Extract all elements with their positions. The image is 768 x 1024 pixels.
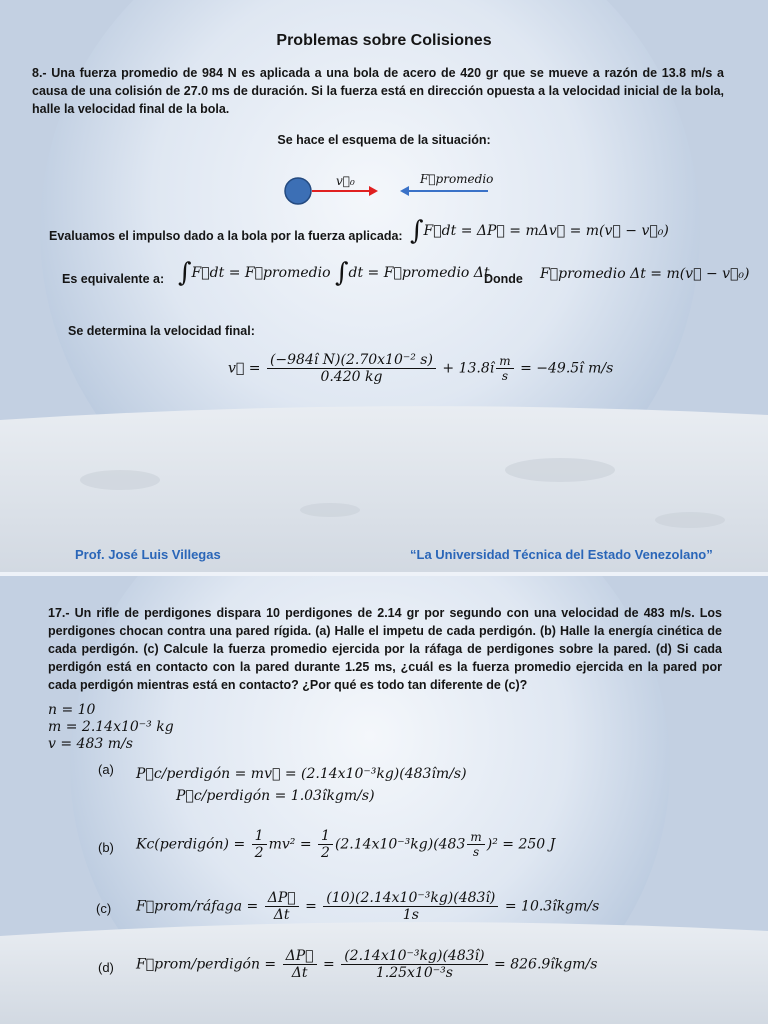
steel-ball xyxy=(285,178,311,204)
part-a-equation-1: P⃗c/perdigón = mv⃗ = (2.14x10⁻³kg)(483îm/s) xyxy=(136,766,467,782)
part-d-equation: F⃗prom/perdigón = $\frac{\Delta P⃗}{\Delta t}$ = $\frac{\text{(2.14x10⁻³kg)(483î)}}{\text{1.25x10⁻³s}}$ = 826.9îkgm/s xyxy=(136,948,598,981)
part-c-label: (c) xyxy=(96,901,112,916)
impulse-equation: ∫F⃗dt = ΔP⃗ = mΔv⃗ = m(v⃗ − v⃗₀) xyxy=(410,216,669,246)
given-m: m = 2.14x10⁻³ kg xyxy=(48,719,174,735)
schema-label: Se hace el esquema de la situación: xyxy=(277,133,491,147)
given-n: n = 10 xyxy=(48,702,96,718)
part-d-label: (d) xyxy=(98,960,114,975)
part-a-equation-2: P⃗c/perdigón = 1.03îkgm/s) xyxy=(176,788,375,804)
equivalent-equation: ∫F⃗dt = F⃗promedio ∫dt = F⃗promedio Δt xyxy=(178,258,490,288)
given-v: v = 483 m/s xyxy=(48,736,133,752)
footer-author: Prof. José Luis Villegas xyxy=(75,547,221,562)
f-promedio-label: F⃗promedio xyxy=(420,172,494,186)
equivalent-label: Es equivalente a: xyxy=(62,272,165,286)
donde-equation: F⃗promedio Δt = m(v⃗ − v⃗₀) xyxy=(540,266,750,282)
v0-label: v⃗₀ xyxy=(336,174,355,188)
footer-institution: “La Universidad Técnica del Estado Venezolano” xyxy=(410,547,713,562)
final-velocity-equation: v⃗ = $\frac{\text{(−984î N)(2.70x10⁻² s)}}{0.420 kg}$ + 13.8î $\frac{m}{s}$ = −49.5î m/s xyxy=(228,352,614,385)
slide-2 xyxy=(0,576,768,1024)
impulse-label: Evaluamos el impulso dado a la bola por la fuerza aplicada: xyxy=(49,229,403,243)
part-a-label: (a) xyxy=(98,762,114,777)
problem-17-statement: 17.- Un rifle de perdigones dispara 10 perdigones de 2.14 gr por segundo con una velocidad de 483 m/s. Los perdigones chocan contra una pared rígida. (a) Halle el impetu de cada perdigón. (b) Halle la energía cinética de cada perdigón. (c) Calcule la fuerza promedio ejercida por la ráfaga de perdigones sobre la pared. (d) Si cada perdigón está en contacto con la pared durante 1.25 ms, ¿cuál es la fuerza promedio ejercida en la pared por cada perdigón mientras está en contacto? ¿Por qué es todo tan diferente de (c)? xyxy=(48,606,722,692)
problem-8-statement: 8.- Una fuerza promedio de 984 N es aplicada a una bola de acero de 420 gr que se mueve a razón de 13.8 m/s a causa de una colisión de 27.0 ms de duración. Si la fuerza está en dirección opuesta a la velocidad inicial de la bola, halle la velocidad final de la bola. xyxy=(32,66,724,116)
final-velocity-label: Se determina la velocidad final: xyxy=(68,324,255,338)
part-b-equation: Kc(perdigón) = $\frac{1}{2}$ mv² = $\frac{1}{2}$ (2.14x10⁻³kg)(483 $\frac{m}{s}$ )² = 250 J xyxy=(136,828,556,861)
page-title: Problemas sobre Colisiones xyxy=(276,32,492,49)
part-c-equation: F⃗prom/ráfaga = $\frac{\Delta P⃗}{\Delta t}$ = $\frac{\text{(10)(2.14x10⁻³kg)(483î)}}{1s}$ = 10.3îkgm/s xyxy=(136,890,600,923)
donde-label: Donde xyxy=(484,272,523,286)
part-b-label: (b) xyxy=(98,840,114,855)
